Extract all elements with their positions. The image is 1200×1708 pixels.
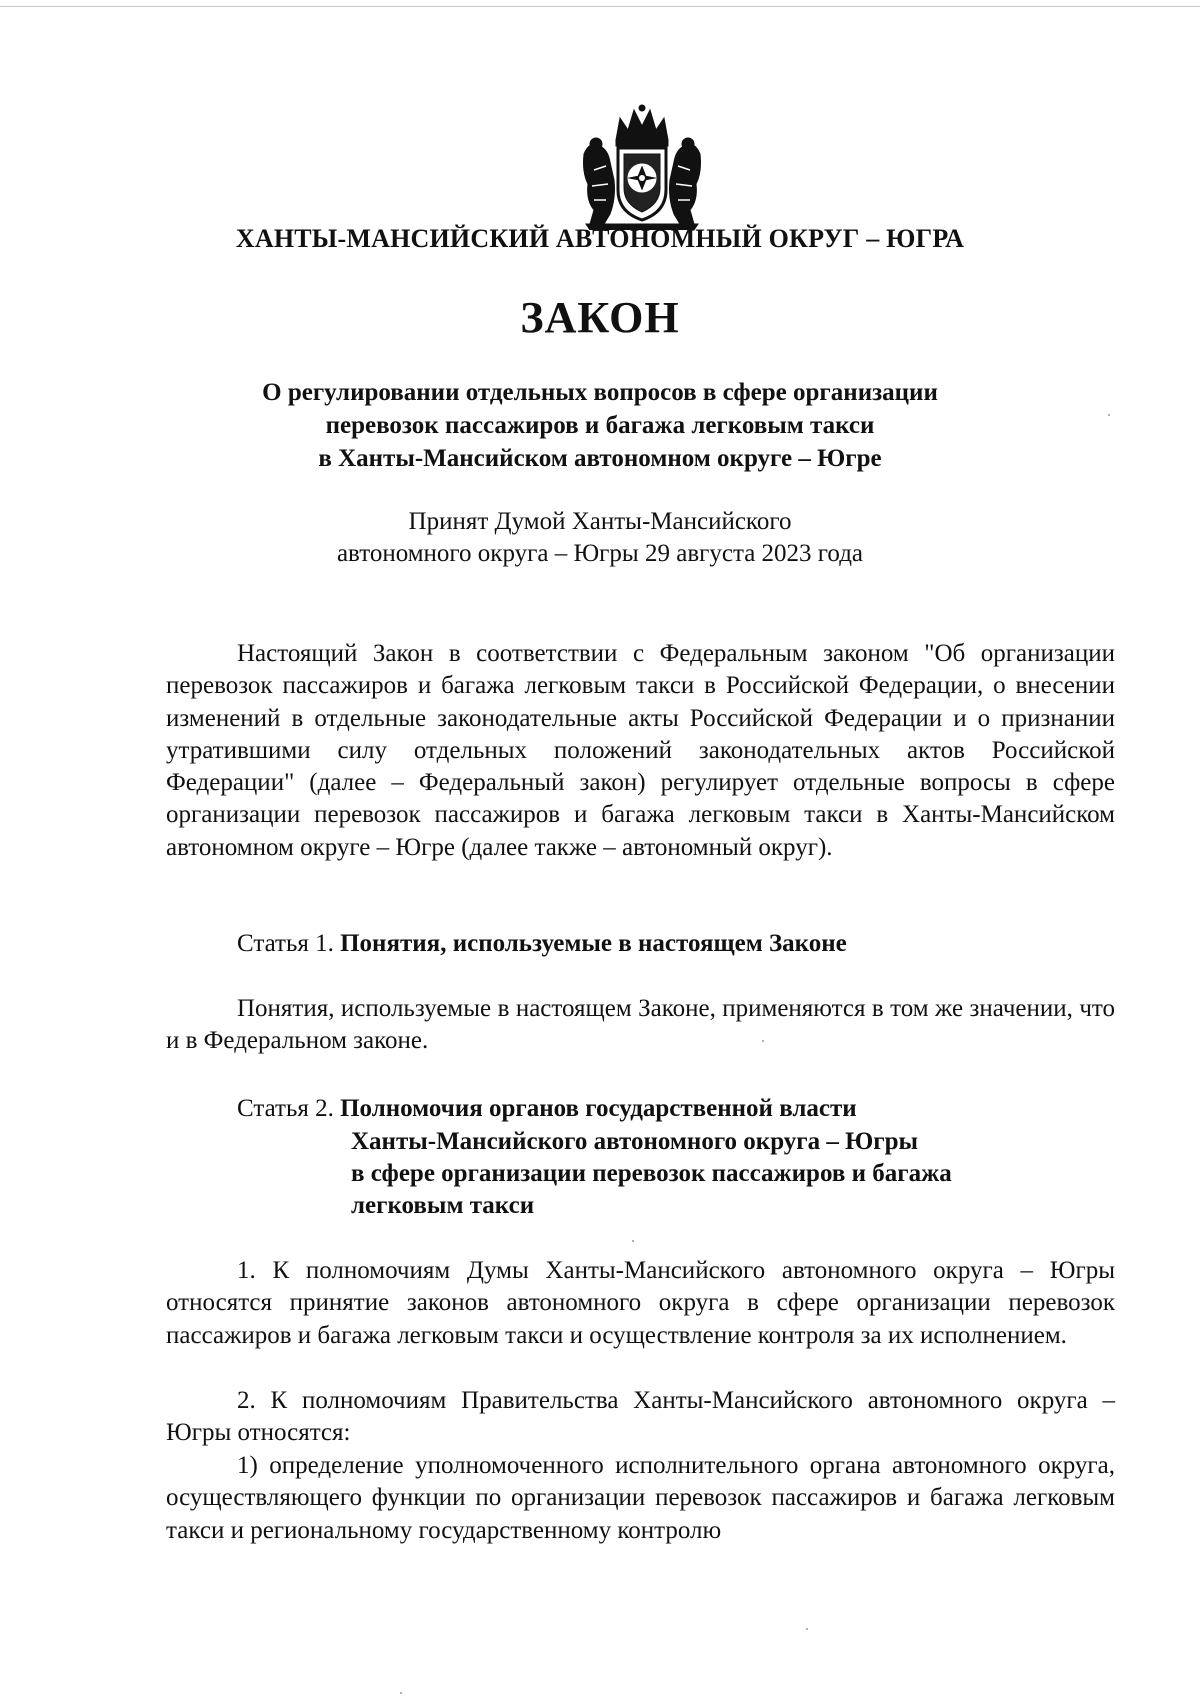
adoption-note bbox=[250, 506, 950, 570]
article-name: Понятия, используемые в настоящем Законе bbox=[340, 930, 847, 957]
scan-speck bbox=[632, 1240, 634, 1242]
article-name: Полномочия органов государственной власти bbox=[340, 1095, 857, 1122]
scan-speck bbox=[762, 1040, 764, 1042]
scan-speck bbox=[806, 1628, 808, 1630]
article-1-text: Понятия, используемые в настоящем Законе, применяются в том же значении, что и в Федеральном законе. bbox=[166, 995, 1115, 1055]
article-2-part-2: 2. К полномочиям Правительства Ханты-Мансийского автономного округа – Югры относятся: bbox=[166, 1387, 1115, 1447]
article-2-heading-line: легковым такси bbox=[351, 1192, 535, 1219]
scan-top-edge bbox=[0, 6, 1200, 7]
law-title-line: О регулировании отдельных вопросов в сфере организации bbox=[262, 379, 938, 406]
law-title bbox=[190, 376, 1010, 475]
article-number: Статья 2. bbox=[237, 1095, 334, 1122]
law-title-line: в Ханты-Мансийском автономном округе – Югре bbox=[318, 445, 882, 472]
article-2-heading-line: в сфере организации перевозок пассажиров и багажа bbox=[351, 1160, 952, 1187]
article-number: Статья 1. bbox=[237, 930, 334, 957]
adoption-line: автономного округа – Югры 29 августа 2023 года bbox=[336, 540, 864, 567]
article-2-item-1: 1) определение уполномоченного исполнительного органа автономного округа, осуществляющего функции по организации перевозок пассажиров и багажа легковым такси и региональному государственному контролю bbox=[166, 1452, 1115, 1544]
article-1-heading bbox=[237, 928, 847, 960]
region-name: ХАНТЫ-МАНСИЙСКИЙ АВТОНОМНЫЙ ОКРУГ – ЮГРА bbox=[235, 224, 965, 253]
document-type: ЗАКОН bbox=[520, 293, 680, 342]
article-2-heading-line: Ханты-Мансийского автономного округа – Югры bbox=[351, 1128, 919, 1155]
article-2-part-1: 1. К полномочиям Думы Ханты-Мансийского автономного округа – Югры относятся принятие законов автономного округа в сфере организации перевозок пассажиров и багажа легковым такси и осуществление контроля за их исполнением. bbox=[166, 1257, 1115, 1349]
article-2-heading bbox=[237, 1093, 857, 1125]
scan-speck bbox=[1108, 414, 1110, 416]
adoption-line: Принят Думой Ханты-Мансийского bbox=[408, 508, 792, 535]
preamble-paragraph: Настоящий Закон в соответствии с Федеральным законом "Об организации перевозок пассажиров и багажа легковым такси в Российской Федерации, о внесении изменений в отдельные законодательные акты Российской Федерации и о признании утратившими силу отдельных положений законодательных актов Российской Федерации" (далее – Федеральный закон) регулирует отдельные вопросы в сфере организации перевозок пассажиров и багажа легковым такси в Ханты-Мансийском автономном округе – Югре (далее также – автономный округ). bbox=[166, 640, 1115, 861]
scan-speck bbox=[400, 1692, 402, 1694]
law-title-line: перевозок пассажиров и багажа легковым такси bbox=[325, 412, 875, 439]
coat-of-arms-icon bbox=[576, 100, 708, 230]
